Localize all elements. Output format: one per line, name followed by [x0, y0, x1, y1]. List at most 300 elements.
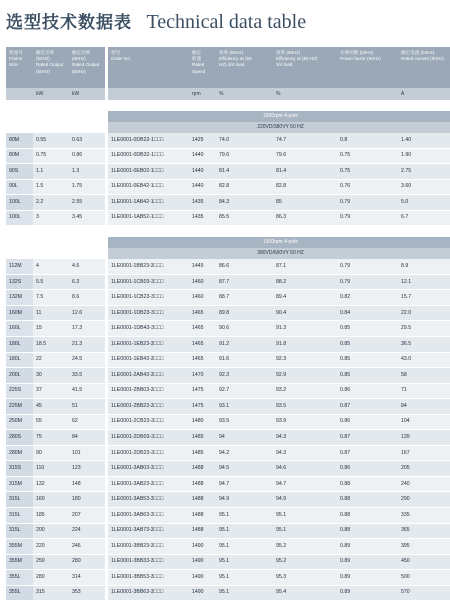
table-row	[6, 492, 450, 508]
cell-efficiency-full-load: 79.6	[216, 148, 273, 164]
cell-rated-speed: 1488	[189, 476, 216, 492]
cell-rated-speed: 1440	[189, 164, 216, 180]
page-title	[6, 8, 306, 36]
cell-power-factor: 0.79	[337, 195, 398, 211]
cell-power-factor: 0.88	[337, 476, 398, 492]
cell-power-factor: 0.85	[337, 337, 398, 353]
cell-output-50hz: 90	[33, 445, 69, 461]
cell-efficiency-full-load: 91.2	[216, 337, 273, 353]
cell-rated-speed: 1490	[189, 570, 216, 586]
cell-power-factor: 0.8	[337, 133, 398, 148]
cell-rated-current: 84	[398, 399, 450, 415]
cell-rated-current: 104	[398, 414, 450, 430]
cell-order-no: 1LE0001-0EB42-1□□□	[108, 179, 189, 195]
spacer-cell	[6, 226, 450, 238]
cell-power-factor: 0.88	[337, 508, 398, 524]
cell-rated-current: 240	[398, 476, 450, 492]
cell-order-no: 1LE0001-1DB23-3□□□	[108, 305, 189, 321]
cell-output-50hz: 315	[33, 585, 69, 601]
cell-efficiency-full-load: 82.8	[216, 179, 273, 195]
unit-power-factor	[337, 88, 398, 100]
cell-order-no: 1LE0001-2DB23-3□□□	[108, 445, 189, 461]
cell-rated-speed: 1475	[189, 399, 216, 415]
cell-rated-speed: 1488	[189, 492, 216, 508]
cell-order-no: 1LE0001-3BB53-3□□□	[108, 570, 189, 586]
table-row	[6, 476, 450, 492]
cell-power-factor: 0.87	[337, 430, 398, 446]
cell-efficiency-three-quarter-load: 94.3	[273, 445, 337, 461]
table-row	[6, 337, 450, 353]
header-power-factor: 功率因数 (50Hz) Power factor (50Hz)	[337, 47, 398, 88]
cell-output-60hz: 62	[69, 414, 105, 430]
cell-frame-size: 315M	[6, 476, 33, 492]
cell-rated-speed: 1490	[189, 585, 216, 601]
cell-rated-current: 43.0	[398, 352, 450, 368]
cell-rated-current: 8.9	[398, 259, 450, 274]
cell-efficiency-full-load: 95.1	[216, 523, 273, 539]
cell-efficiency-full-load: 74.0	[216, 133, 273, 148]
cell-rated-speed: 1460	[189, 290, 216, 306]
cell-efficiency-full-load: 86.6	[216, 259, 273, 274]
technical-data-table	[6, 47, 450, 601]
cell-frame-size: 90S	[6, 164, 33, 180]
cell-output-50hz: 250	[33, 554, 69, 570]
cell-efficiency-full-load: 94.9	[216, 492, 273, 508]
cell-output-60hz: 8.6	[69, 290, 105, 306]
section-voltage-row	[6, 122, 450, 133]
cell-output-50hz: 1.1	[33, 164, 69, 180]
section-blank	[6, 111, 108, 122]
unit-output-50hz: kW	[33, 88, 69, 100]
unit-output-60hz: kW	[69, 88, 105, 100]
cell-order-no: 1LE0001-3AB73-3□□□	[108, 523, 189, 539]
cell-order-no: 1LE0001-2BB03-3□□□	[108, 383, 189, 399]
cell-efficiency-full-load: 95.1	[216, 570, 273, 586]
cell-rated-current: 1.90	[398, 148, 450, 164]
cell-output-60hz: 246	[69, 539, 105, 555]
table-row	[6, 399, 450, 415]
cell-frame-size: 355M	[6, 554, 33, 570]
cell-output-60hz: 24.5	[69, 352, 105, 368]
section-pole-row	[6, 111, 450, 122]
cell-power-factor: 0.75	[337, 164, 398, 180]
cell-efficiency-full-load: 85.5	[216, 210, 273, 226]
table-row	[6, 445, 450, 461]
cell-rated-speed: 1488	[189, 508, 216, 524]
cell-efficiency-three-quarter-load: 95.2	[273, 554, 337, 570]
cell-rated-speed: 1488	[189, 523, 216, 539]
cell-order-no: 1LE0001-3AB63-3□□□	[108, 508, 189, 524]
table-row	[6, 195, 450, 211]
table-row	[6, 368, 450, 384]
table-row	[6, 305, 450, 321]
section-spacer	[6, 100, 450, 111]
cell-output-60hz: 123	[69, 461, 105, 477]
table-row	[6, 430, 450, 446]
cell-output-60hz: 6.3	[69, 274, 105, 290]
cell-order-no: 1LE0001-0DB32-1□□□	[108, 148, 189, 164]
cell-output-60hz: 84	[69, 430, 105, 446]
cell-power-factor: 0.85	[337, 352, 398, 368]
cell-frame-size: 355L	[6, 570, 33, 586]
cell-frame-size: 315L	[6, 508, 33, 524]
header-rated-speed: 额定 转速 Rated Speed	[189, 47, 216, 88]
table-row	[6, 585, 450, 601]
cell-efficiency-three-quarter-load: 95.4	[273, 585, 337, 601]
cell-efficiency-three-quarter-load: 89.4	[273, 290, 337, 306]
header-efficiency-three-quarter-load: 效率 (50Hz) Efficiency at (50 HZ) 3/4 load	[273, 47, 337, 88]
cell-efficiency-full-load: 94.2	[216, 445, 273, 461]
cell-order-no: 1LE0001-1EB43-3□□□	[108, 352, 189, 368]
cell-efficiency-three-quarter-load: 87.1	[273, 259, 337, 274]
cell-rated-speed: 1435	[189, 195, 216, 211]
cell-order-no: 1LE0001-3BB63-3□□□	[108, 585, 189, 601]
spacer-cell	[6, 100, 450, 111]
cell-power-factor: 0.75	[337, 148, 398, 164]
cell-output-50hz: 22	[33, 352, 69, 368]
cell-power-factor: 0.89	[337, 554, 398, 570]
header-order-no: 型号 Order No.	[108, 47, 189, 88]
cell-efficiency-full-load: 95.1	[216, 508, 273, 524]
cell-order-no: 1LE0001-1AB42-1□□□	[108, 195, 189, 211]
cell-efficiency-three-quarter-load: 86.3	[273, 210, 337, 226]
cell-output-50hz: 220	[33, 539, 69, 555]
cell-efficiency-full-load: 94.5	[216, 461, 273, 477]
cell-efficiency-three-quarter-load: 95.2	[273, 539, 337, 555]
cell-rated-current: 29.5	[398, 321, 450, 337]
cell-output-60hz: 51	[69, 399, 105, 415]
cell-rated-current: 71	[398, 383, 450, 399]
cell-efficiency-three-quarter-load: 93.2	[273, 383, 337, 399]
cell-efficiency-full-load: 92.7	[216, 383, 273, 399]
cell-frame-size: 112M	[6, 259, 33, 274]
cell-rated-speed: 1470	[189, 368, 216, 384]
cell-output-60hz: 101	[69, 445, 105, 461]
cell-frame-size: 180L	[6, 352, 33, 368]
cell-frame-size: 315L	[6, 523, 33, 539]
cell-output-50hz: 7.5	[33, 290, 69, 306]
section-pole-row	[6, 237, 450, 248]
cell-frame-size: 100L	[6, 210, 33, 226]
cell-efficiency-three-quarter-load: 74.7	[273, 133, 337, 148]
table-row	[6, 164, 450, 180]
cell-efficiency-three-quarter-load: 91.3	[273, 321, 337, 337]
cell-power-factor: 0.88	[337, 523, 398, 539]
table-row	[6, 148, 450, 164]
cell-power-factor: 0.85	[337, 321, 398, 337]
table-row	[6, 523, 450, 539]
cell-efficiency-three-quarter-load: 94.6	[273, 461, 337, 477]
cell-power-factor: 0.89	[337, 539, 398, 555]
cell-rated-current: 6.7	[398, 210, 450, 226]
cell-efficiency-three-quarter-load: 82.8	[273, 179, 337, 195]
cell-efficiency-three-quarter-load: 92.3	[273, 352, 337, 368]
cell-power-factor: 0.79	[337, 259, 398, 274]
cell-frame-size: 280M	[6, 445, 33, 461]
cell-rated-speed: 1490	[189, 539, 216, 555]
cell-rated-current: 36.5	[398, 337, 450, 353]
cell-order-no: 1LE0001-1BB23-3□□□	[108, 259, 189, 274]
cell-power-factor: 0.84	[337, 305, 398, 321]
cell-output-50hz: 18.5	[33, 337, 69, 353]
cell-efficiency-full-load: 91.6	[216, 352, 273, 368]
table-row	[6, 179, 450, 195]
cell-frame-size: 80M	[6, 148, 33, 164]
cell-efficiency-full-load: 87.7	[216, 274, 273, 290]
section-spacer	[6, 226, 450, 238]
table-row	[6, 259, 450, 274]
cell-efficiency-three-quarter-load: 95.3	[273, 570, 337, 586]
cell-output-60hz: 2.55	[69, 195, 105, 211]
cell-output-60hz: 21.3	[69, 337, 105, 353]
table-row	[6, 352, 450, 368]
cell-rated-current: 15.7	[398, 290, 450, 306]
cell-efficiency-three-quarter-load: 94.3	[273, 430, 337, 446]
cell-order-no: 1LE0001-2CB23-3□□□	[108, 414, 189, 430]
cell-output-50hz: 45	[33, 399, 69, 415]
cell-order-no: 1LE0001-1DB43-3□□□	[108, 321, 189, 337]
title-chinese: 选型技术数据表	[6, 13, 132, 33]
cell-frame-size: 160M	[6, 305, 33, 321]
cell-frame-size: 160L	[6, 321, 33, 337]
cell-rated-speed: 1465	[189, 305, 216, 321]
cell-output-50hz: 3	[33, 210, 69, 226]
cell-rated-current: 5.0	[398, 195, 450, 211]
cell-power-factor: 0.86	[337, 461, 398, 477]
cell-output-50hz: 2.2	[33, 195, 69, 211]
cell-efficiency-three-quarter-load: 93.5	[273, 399, 337, 415]
table-row	[6, 274, 450, 290]
cell-order-no: 1LE0001-3AB23-3□□□	[108, 476, 189, 492]
table-row	[6, 133, 450, 148]
table-row	[6, 321, 450, 337]
cell-rated-current: 22.0	[398, 305, 450, 321]
cell-order-no: 1LE0001-1CB03-3□□□	[108, 274, 189, 290]
cell-power-factor: 0.89	[337, 570, 398, 586]
cell-efficiency-full-load: 92.3	[216, 368, 273, 384]
cell-frame-size: 132M	[6, 290, 33, 306]
cell-output-60hz: 280	[69, 554, 105, 570]
cell-output-50hz: 132	[33, 476, 69, 492]
table-row	[6, 570, 450, 586]
header-efficiency-full-load: 效率 (50Hz) Efficiency at (50 HZ) 4/4 load	[216, 47, 273, 88]
cell-power-factor: 0.87	[337, 445, 398, 461]
cell-order-no: 1LE0001-1EB23-3□□□	[108, 337, 189, 353]
cell-power-factor: 0.79	[337, 210, 398, 226]
unit-efficiency-three-quarter-load: %	[273, 88, 337, 100]
cell-output-50hz: 5.5	[33, 274, 69, 290]
cell-output-50hz: 110	[33, 461, 69, 477]
cell-order-no: 1LE0001-2DB03-3□□□	[108, 430, 189, 446]
cell-output-50hz: 15	[33, 321, 69, 337]
cell-frame-size: 315S	[6, 461, 33, 477]
cell-output-60hz: 41.5	[69, 383, 105, 399]
cell-order-no: 1LE0001-3AB53-3□□□	[108, 492, 189, 508]
cell-rated-speed: 1465	[189, 337, 216, 353]
cell-frame-size: 355M	[6, 539, 33, 555]
cell-efficiency-three-quarter-load: 79.6	[273, 148, 337, 164]
cell-efficiency-full-load: 95.1	[216, 585, 273, 601]
unit-order-no	[108, 88, 189, 100]
table-row	[6, 414, 450, 430]
cell-efficiency-three-quarter-load: 91.8	[273, 337, 337, 353]
cell-frame-size: 280S	[6, 430, 33, 446]
cell-rated-speed: 1488	[189, 461, 216, 477]
cell-frame-size: 315L	[6, 492, 33, 508]
cell-output-50hz: 11	[33, 305, 69, 321]
cell-frame-size: 200L	[6, 368, 33, 384]
section-pole-label: 1500rpm 4-pole	[108, 237, 450, 248]
cell-order-no: 1LE0001-1AB52-1□□□	[108, 210, 189, 226]
cell-rated-current: 1.40	[398, 133, 450, 148]
cell-power-factor: 0.88	[337, 492, 398, 508]
table-row	[6, 210, 450, 226]
cell-output-50hz: 185	[33, 508, 69, 524]
cell-output-60hz: 33.5	[69, 368, 105, 384]
cell-output-50hz: 4	[33, 259, 69, 274]
cell-efficiency-full-load: 84.3	[216, 195, 273, 211]
cell-output-50hz: 0.55	[33, 133, 69, 148]
cell-frame-size: 100L	[6, 195, 33, 211]
cell-output-60hz: 1.3	[69, 164, 105, 180]
cell-output-50hz: 55	[33, 414, 69, 430]
cell-rated-speed: 1465	[189, 321, 216, 337]
cell-rated-speed: 1480	[189, 414, 216, 430]
cell-power-factor: 0.87	[337, 399, 398, 415]
header-row	[6, 47, 450, 88]
cell-efficiency-full-load: 89.8	[216, 305, 273, 321]
cell-rated-speed: 1490	[189, 554, 216, 570]
cell-rated-current: 570	[398, 585, 450, 601]
section-pole-label: 1500rpm 4-pole	[108, 111, 450, 122]
cell-order-no: 1LE0001-0EB02-1□□□	[108, 164, 189, 180]
unit-row	[6, 88, 450, 100]
cell-frame-size: 225M	[6, 399, 33, 415]
cell-rated-current: 12.1	[398, 274, 450, 290]
cell-efficiency-full-load: 94.7	[216, 476, 273, 492]
cell-rated-current: 450	[398, 554, 450, 570]
cell-rated-current: 58	[398, 368, 450, 384]
cell-frame-size: 132S	[6, 274, 33, 290]
header-frame: 机座号 Frame Size	[6, 47, 33, 88]
cell-rated-speed: 1485	[189, 445, 216, 461]
cell-rated-speed: 1425	[189, 133, 216, 148]
cell-order-no: 1LE0001-0DB22-1□□□	[108, 133, 189, 148]
cell-rated-speed: 1435	[189, 210, 216, 226]
unit-current: A	[398, 88, 450, 100]
cell-rated-current: 395	[398, 539, 450, 555]
cell-efficiency-three-quarter-load: 95.1	[273, 523, 337, 539]
section-blank	[6, 122, 108, 133]
cell-output-50hz: 200	[33, 523, 69, 539]
cell-frame-size: 80M	[6, 133, 33, 148]
section-voltage-row	[6, 248, 450, 259]
cell-output-50hz: 75	[33, 430, 69, 446]
unit-efficiency-full-load: %	[216, 88, 273, 100]
cell-rated-speed: 1475	[189, 383, 216, 399]
cell-power-factor: 0.85	[337, 368, 398, 384]
cell-output-50hz: 37	[33, 383, 69, 399]
cell-output-60hz: 207	[69, 508, 105, 524]
cell-efficiency-full-load: 95.1	[216, 554, 273, 570]
cell-rated-speed: 1485	[189, 430, 216, 446]
cell-order-no: 1LE0001-3BB33-3□□□	[108, 554, 189, 570]
cell-power-factor: 0.82	[337, 290, 398, 306]
title-english: Technical data table	[146, 11, 307, 33]
cell-power-factor: 0.89	[337, 585, 398, 601]
cell-output-60hz: 1.75	[69, 179, 105, 195]
cell-efficiency-full-load: 90.6	[216, 321, 273, 337]
cell-output-60hz: 148	[69, 476, 105, 492]
cell-efficiency-three-quarter-load: 93.9	[273, 414, 337, 430]
table-row	[6, 461, 450, 477]
cell-rated-current: 365	[398, 523, 450, 539]
cell-output-60hz: 4.6	[69, 259, 105, 274]
cell-order-no: 1LE0001-3BB23-3□□□	[108, 539, 189, 555]
cell-output-60hz: 224	[69, 523, 105, 539]
cell-rated-current: 2.75	[398, 164, 450, 180]
cell-power-factor: 0.76	[337, 179, 398, 195]
cell-frame-size: 250M	[6, 414, 33, 430]
cell-frame-size: 225S	[6, 383, 33, 399]
cell-power-factor: 0.86	[337, 414, 398, 430]
cell-frame-size: 180L	[6, 337, 33, 353]
cell-rated-current: 139	[398, 430, 450, 446]
header-output-60hz: 额定功率 (60Hz) Rated Output (60Hz)	[69, 47, 105, 88]
cell-efficiency-three-quarter-load: 90.4	[273, 305, 337, 321]
cell-output-60hz: 0.63	[69, 133, 105, 148]
cell-output-50hz: 0.75	[33, 148, 69, 164]
cell-frame-size: 90L	[6, 179, 33, 195]
cell-order-no: 1LE0001-2AB43-3□□□	[108, 368, 189, 384]
table-row	[6, 554, 450, 570]
header-rated-current: 额定电流 (50Hz) Rated current (50Hz)	[398, 47, 450, 88]
cell-efficiency-full-load: 95.1	[216, 539, 273, 555]
cell-output-60hz: 17.3	[69, 321, 105, 337]
cell-output-50hz: 160	[33, 492, 69, 508]
cell-efficiency-three-quarter-load: 85	[273, 195, 337, 211]
cell-rated-speed: 1465	[189, 352, 216, 368]
cell-rated-speed: 1440	[189, 148, 216, 164]
cell-rated-current: 335	[398, 508, 450, 524]
cell-rated-current: 167	[398, 445, 450, 461]
cell-output-60hz: 12.6	[69, 305, 105, 321]
cell-efficiency-three-quarter-load: 94.9	[273, 492, 337, 508]
header-output-50hz: 额定功率 (50Hz) Rated Output (50Hz)	[33, 47, 69, 88]
cell-efficiency-full-load: 88.7	[216, 290, 273, 306]
cell-efficiency-full-load: 93.5	[216, 414, 273, 430]
section-blank	[6, 248, 108, 259]
section-blank	[6, 237, 108, 248]
cell-power-factor: 0.86	[337, 383, 398, 399]
cell-efficiency-three-quarter-load: 92.9	[273, 368, 337, 384]
cell-rated-speed: 1440	[189, 179, 216, 195]
cell-output-60hz: 3.45	[69, 210, 105, 226]
table-row	[6, 383, 450, 399]
cell-efficiency-three-quarter-load: 95.1	[273, 508, 337, 524]
cell-efficiency-full-load: 81.4	[216, 164, 273, 180]
table-row	[6, 539, 450, 555]
cell-efficiency-three-quarter-load: 94.7	[273, 476, 337, 492]
section-voltage-label: 380VD/660VY 50 HZ	[108, 248, 450, 259]
cell-efficiency-three-quarter-load: 88.2	[273, 274, 337, 290]
table-row	[6, 290, 450, 306]
cell-rated-speed: 1460	[189, 274, 216, 290]
cell-output-50hz: 1.5	[33, 179, 69, 195]
cell-output-60hz: 314	[69, 570, 105, 586]
cell-order-no: 1LE0001-3AB03-3□□□	[108, 461, 189, 477]
cell-output-50hz: 30	[33, 368, 69, 384]
